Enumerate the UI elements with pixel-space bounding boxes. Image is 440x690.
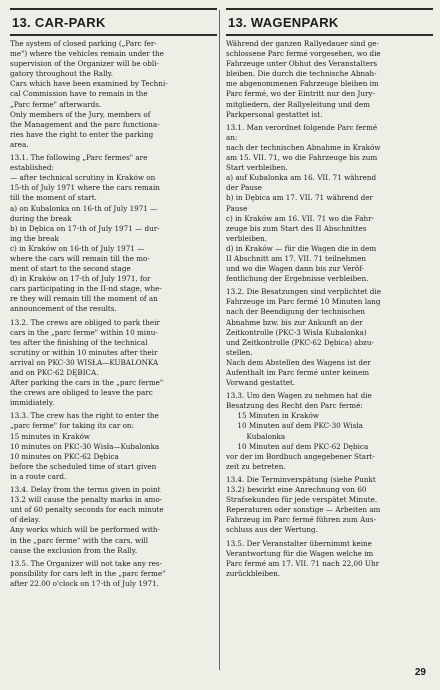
intro-paragraph-en: The system of closed parking („Parc fer- me") where the vehicles remain under the supervision of the Organizer will be obli- gatory throughout the Rally. Cars which have been examined by Techni- cal Commission have to remain in the „Parc ferme" afterwards. Only members of the Jury, members of the Management and the parc functiona- ries have the right to enter the parking area.	[10, 39, 168, 149]
english-column	[10, 8, 217, 589]
clause-13-1-de: 13.1. Man verordnet folgende Parc fermé an: nach der technischen Abnahme in Kraków am 15. VII. 71, wo die Fahrzeuge bis zum Start verbleiben. a) auf Kubalonka am 16. VII. 71 während der Pause b) in Dębica am 17. VII. 71 während der Pause c) in Kraków am 16. VII. 71 wo die Fahr- zeuge bis zum Start des II Abschnittes verbleiben. d) in Kraków — für die Wagen die in dem II Abschnitt am 17. VII. 71 teilnehmen und wo die Wagen dann bis zur Veröf- fentlichung der Ergebnisse verbleiben.	[226, 122, 381, 284]
clause-13-2-en: 13.2. The crews are obliged to park their cars in the „parc ferme" within 10 minu- tes after the finishing of the technical scrutiny or within 10 minutes after their arrival on PKC-30 WISŁA—KUBALONKA and on PKC-62 DĘBICA. After parking the cars in the „parc ferme" the crews are obliged to leave the parc immidiately.	[10, 317, 164, 408]
intro-paragraph-de: Während der ganzen Rallyedauer sind ge- schlossene Parc fermé vorgesehen, wo die Fahrzeuge unter Obhut des Veranstalters bleiben. Die durch die technische Abnah- me abgenommenen Fahrzeuge bleiben im Parc fermé, wo der Eintritt nur den Jury- mitgliedern, der Rallyeleitung und dem Parkpersonal gestattet ist.	[226, 39, 381, 119]
section-heading-de: 13. WAGENPARK	[226, 8, 433, 36]
clause-13-4-en: 13.4. Delay from the terms given in point 13.2 will cause the penalty marks in amo- unt of 60 penalty seconds for each minute of delay. Any works which will be performed with- in the „parc ferme" with the cars, will cause the exclusion from the Rally.	[10, 485, 164, 555]
clause-13-3-en: 13.3. The crew has the right to enter the „parc ferme" for taking its car on: 15 minutes in Kraków 10 minutes on PKC-30 Wisła—Kubalonka 10 minutes on PKC-62 Dębica before the scheduled time of start given in a route card.	[10, 411, 160, 481]
page-number: 29	[414, 667, 426, 678]
clause-13-5-de: 13.5. Der Veranstalter übernimmt keine Verantwortung für die Wagen welche im Parc fermé am 17. VII. 71 nach 22,00 Uhr zurückbleiben.	[226, 538, 380, 578]
german-column	[226, 8, 433, 579]
clause-13-1-en: 13.1. The following „Parc fermes" are established: — after technical scrutiny in Kraków on 15-th of July 1971 where the cars remain till the moment of start. a) on Kubalonka on 16-th of July 1971 — during the break b) in Dębica on 17-th of July 1971 — dur- ing the break c) in Kraków on 16-th of July 1971 — where the cars will remain till the mo- ment of start to the second stage d) in Kraków on 17-th of July 1971, for cars participating in the II-nd stage, whe- re they will remain till the moment of an announcement of the results.	[10, 153, 162, 314]
clause-13-3-de: 13.3. Um den Wagen zu nehmen hat die Besatzung des Recht den Parc fermé: 15 Minuten in Kraków 10 Minuten auf dem PKC-30 Wisła Kubalonka 10 Minuten auf dem PKC-62 Dębica vor der im Bordbuch angegebener Start- zeit zu betreten.	[226, 391, 375, 471]
clause-13-2-de: 13.2. Die Besatzungen sind verplichtet die Fahrzeuge im Parc fermé 10 Minuten lang nach der Beendigung der technischen Abnahme bzw. bis zur Ankunft an der Zeitkontrolle (PKC-3 Wisla Kubalonka) und Zeitkontrolle (PKC-62 Dębica) abzu- stellen. Nach dem Abstellen des Wagens ist der Aufenthalt im Parc fermé unter keinem Vorwand gestattet.	[226, 287, 381, 388]
section-heading-en: 13. CAR-PARK	[10, 8, 217, 36]
clause-13-5-en: 13.5. The Organizer will not take any res- ponsibility for cars left in the „parc ferme" after 22.00 o'clock on 17-th of July 1971.	[10, 558, 166, 588]
clause-13-4-de: 13.4. Die Terminverspätung (siehe Punkt 13.2) bewirkt eine Anrechnung von 60 Strafsekunden für jede verspätet Minute. Reperaturen oder sonstige — Arbeiten am Fahrzeug im Parc fermé führen zum Aus- schluss aus der Wertung.	[226, 474, 381, 535]
column-divider	[219, 10, 220, 670]
